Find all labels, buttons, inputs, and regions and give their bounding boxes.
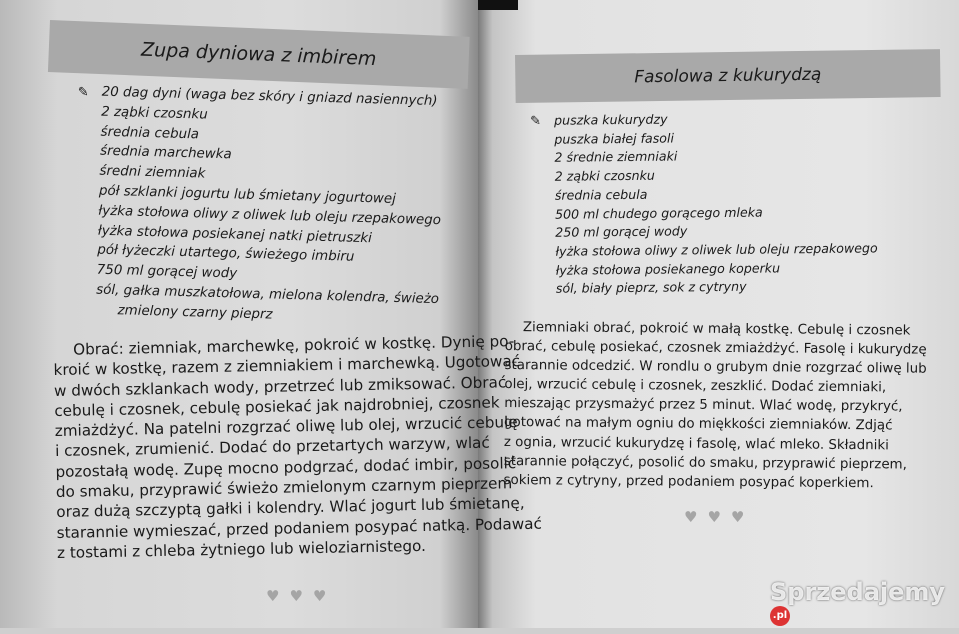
ingredient: 500 ml chudego gorącego mleka	[554, 204, 763, 222]
instruction-line: do smaku, przyprawić świeżo zmielonym czarnym pieprzem	[55, 474, 513, 502]
ingredient: łyżka stołowa posiekanej natki pietruszki	[97, 223, 372, 246]
instruction-line: sokiem z cytryny, przed podaniem posypać koperkiem.	[503, 472, 874, 491]
instruction-line: olej, wrzucić cebulę i czosnek, zeszklić. Dodać ziemniaki,	[504, 377, 887, 396]
right-recipe-title: Fasolowa z kukurydzą	[634, 64, 822, 88]
hearts-ornament: ♥♥♥	[684, 508, 755, 526]
ingredient: 2 ząbki czosnku	[100, 104, 208, 123]
instruction-line: Obrać: ziemniak, marchewkę, pokroić w kostkę. Dynię po-	[73, 332, 515, 359]
ingredient: pół łyżeczki utartego, świeżego imbiru	[97, 242, 355, 266]
ingredient: pół szklanki jogurtu lub śmietany jogurtowej	[98, 183, 396, 207]
instruction-line: z ognia, wrzucić kukurydzę i fasolę, wlać mleko. Składniki	[503, 434, 889, 453]
instruction-line: i czosnek, zrumienić. Dodać do przetartych warzyw, wlać	[54, 434, 490, 461]
watermark-suffix: .pl	[770, 606, 790, 626]
hearts-ornament: ♥♥♥	[266, 587, 337, 605]
ingredient: średnia marchewka	[99, 144, 232, 163]
ingredient: 2 średnie ziemniaki	[554, 148, 678, 166]
instruction-line: kroić w kostkę, razem z ziemniakiem i marchewką. Ugotować	[53, 352, 521, 380]
instruction-line: oraz dużą szczyptą gałki i kolendry. Wlać jogurt lub śmietanę,	[56, 494, 525, 522]
ingredient: 2 ząbki czosnku	[554, 167, 655, 184]
ingredient: średnia cebula	[100, 124, 200, 142]
watermark	[770, 578, 959, 634]
right-ingredients-list	[530, 108, 878, 299]
page-corner-shadow	[478, 0, 518, 10]
ingredient: puszka białej fasoli	[554, 130, 675, 147]
ingredient: zmielony czarny pieprz	[117, 302, 273, 323]
left-instructions	[53, 331, 542, 564]
ingredient: średni ziemniak	[99, 163, 206, 182]
instruction-line: Ziemniaki obrać, pokroić w małą kostkę. Cebulę i czosnek	[522, 320, 911, 339]
ingredient: sól, biały pieprz, sok z cytryny	[555, 279, 747, 297]
ingredient: łyżka stołowa posiekanego koperku	[555, 260, 781, 278]
ingredient: 250 ml gorącej wody	[555, 223, 688, 240]
instruction-line: starannie wymieszać, przed podaniem posypać natką. Podawać	[56, 514, 543, 542]
instruction-line: starannie odcedzić. W rondlu o grubym dnie rozgrzać oliwę lub	[504, 358, 927, 377]
instruction-line: starannie połączyć, posolić do smaku, przyprawić pieprzem,	[503, 453, 907, 473]
ingredient: sól, gałka muszkatołowa, mielona kolendra, świeżo	[95, 282, 440, 308]
left-ingredients-list	[71, 82, 444, 330]
watermark-text: Sprzedajemy	[770, 578, 946, 606]
pen-icon: ✎	[77, 84, 89, 101]
ingredient: 750 ml gorącej wody	[96, 262, 238, 282]
instruction-line: z tostami z chleba żytniego lub wieloziarnistego.	[56, 536, 427, 562]
right-instructions	[504, 318, 925, 494]
ingredient: średnia cebula	[554, 186, 648, 203]
ingredient: łyżka stołowa oliwy z oliwek lub oleju rzepakowego	[98, 203, 442, 228]
ingredient: puszka kukurydzy	[554, 111, 668, 128]
right-recipe-title-banner	[515, 49, 941, 103]
instruction-line: obrać, cebulę posiekać, czosnek zmiażdżyć. Fasolę i kukurydzę	[504, 339, 927, 358]
instruction-line: mieszając przysmażyć przez 5 minut. Wlać wodę, przykryć,	[504, 396, 903, 415]
instruction-line: zmiażdżyć. Na patelni rozgrzać oliwę lub olej, wrzucić cebulę	[54, 413, 518, 441]
instruction-line: w dwóch szklankach wody, przetrzeć lub zmiksować. Obrać	[53, 372, 507, 400]
ingredient: łyżka stołowa oliwy z oliwek lub oleju rzepakowego	[555, 240, 878, 259]
instruction-line: gotować na małym ogniu do miękkości ziemniaków. Zdjąć	[504, 415, 893, 434]
instruction-line: pozostałą wodę. Zupę mocno podgrzać, dodać imbir, posolić	[55, 453, 517, 481]
instruction-line: cebulę i czosnek, cebulę posiekać jak najdrobniej, czosnek	[54, 393, 500, 420]
left-recipe-title: Zupa dyniowa z imbirem	[140, 38, 377, 71]
pen-icon: ✎	[530, 113, 542, 129]
ingredient: 20 dag dyni (waga bez skóry i gniazd nasiennych)	[101, 84, 438, 110]
